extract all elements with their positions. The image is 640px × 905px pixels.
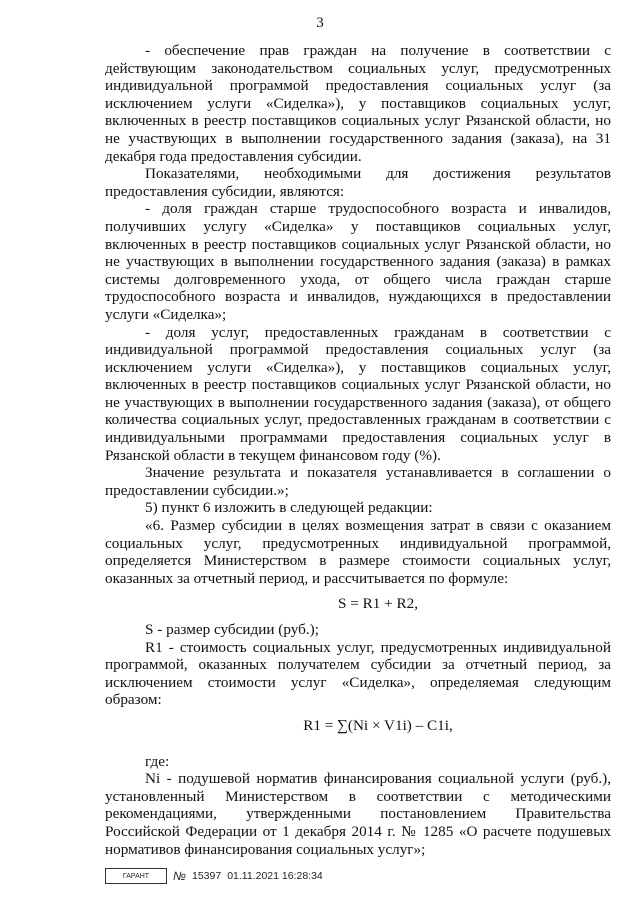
definition-r1: R1 - стоимость социальных услуг, предусмотренных индивидуальной программой, оказанных получателем субсидии за отчетный период, за исключением стоимости услуг «Сиделка», определяемая следующим образом:	[105, 638, 611, 709]
paragraph: 5) пункт 6 изложить в следующей редакции:	[145, 499, 433, 517]
paragraph: Показателями, необходимыми для достижения результатов предоставления субсидии, являются:	[105, 165, 611, 200]
formula-r1: R1 = ∑(Ni × V1i) – C1i,	[303, 716, 453, 734]
garant-stamp: ГАРАНТ	[105, 868, 167, 884]
paragraph: - доля услуг, предоставленных гражданам в соответствии с индивидуальной программой предоставления социальных услуг (за исключением услуги «Сиделка»), у поставщиков социальных услуг, включенных в реестр поставщиков социальных услуг Рязанской области, но не участвующих в выполнении государственного задания (заказа), от общего количества социальных услуг, предоставленных гражданам в соответствии с индивидуальными программами предоставления социальных услуг в Рязанской области в текущем финансовом году (%).	[105, 323, 611, 464]
definition-ni: Ni - подушевой норматив финансирования социальной услуги (руб.), установленный Министерством в соответствии с методическими рекомендациями, утвержденными постановлением Правительства Российской Федерации от 1 декабря 2014 г. № 1285 «О расчете подушевых нормативов финансирования социальных услуг»;	[105, 770, 611, 858]
doc-number: 15397	[192, 870, 222, 882]
paragraph: - доля граждан старше трудоспособного возраста и инвалидов, получивших услугу «Сиделка» у поставщиков социальных услуг, включенных в реестр поставщиков социальных услуг Рязанской области, но не участвующих в выполнении государственного задания (заказа) в рамках системы долговременного ухода, от общего числа граждан старше трудоспособного возраста и инвалидов, нуждающихся в предоставлении услуги «Сиделка»;	[105, 200, 611, 323]
page-number: 3	[316, 15, 324, 31]
footer	[105, 868, 323, 884]
document-body	[105, 42, 611, 858]
paragraph: - обеспечение прав граждан на получение в соответствии с действующим законодательством социальных услуг, предусмотренных индивидуальной программой предоставления социальных услуг (за исключением услуги «Сиделка»), у поставщиков социальных услуг, включенных в реестр поставщиков социальных услуг Рязанской области, но не участвующих в выполнении государственного задания (заказа), на 31 декабря года предоставления субсидии.	[105, 42, 611, 165]
formula-s: S = R1 + R2,	[337, 595, 418, 613]
doc-datetime: 01.11.2021 16:28:34	[227, 870, 323, 882]
paragraph: «6. Размер субсидии в целях возмещения затрат в связи с оказанием социальных услуг, предусмотренных индивидуальной программой, определяется Министерством в размере стоимости социальных услуг, оказанных за отчетный период, и рассчитывается по формуле:	[105, 517, 611, 587]
definition-s: S - размер субсидии (руб.);	[145, 621, 319, 638]
where-label: где:	[145, 752, 170, 770]
number-sign-icon: №	[173, 869, 186, 883]
paragraph: Значение результата и показателя устанавливается в соглашении о предоставлении субсидии.»;	[105, 464, 611, 499]
